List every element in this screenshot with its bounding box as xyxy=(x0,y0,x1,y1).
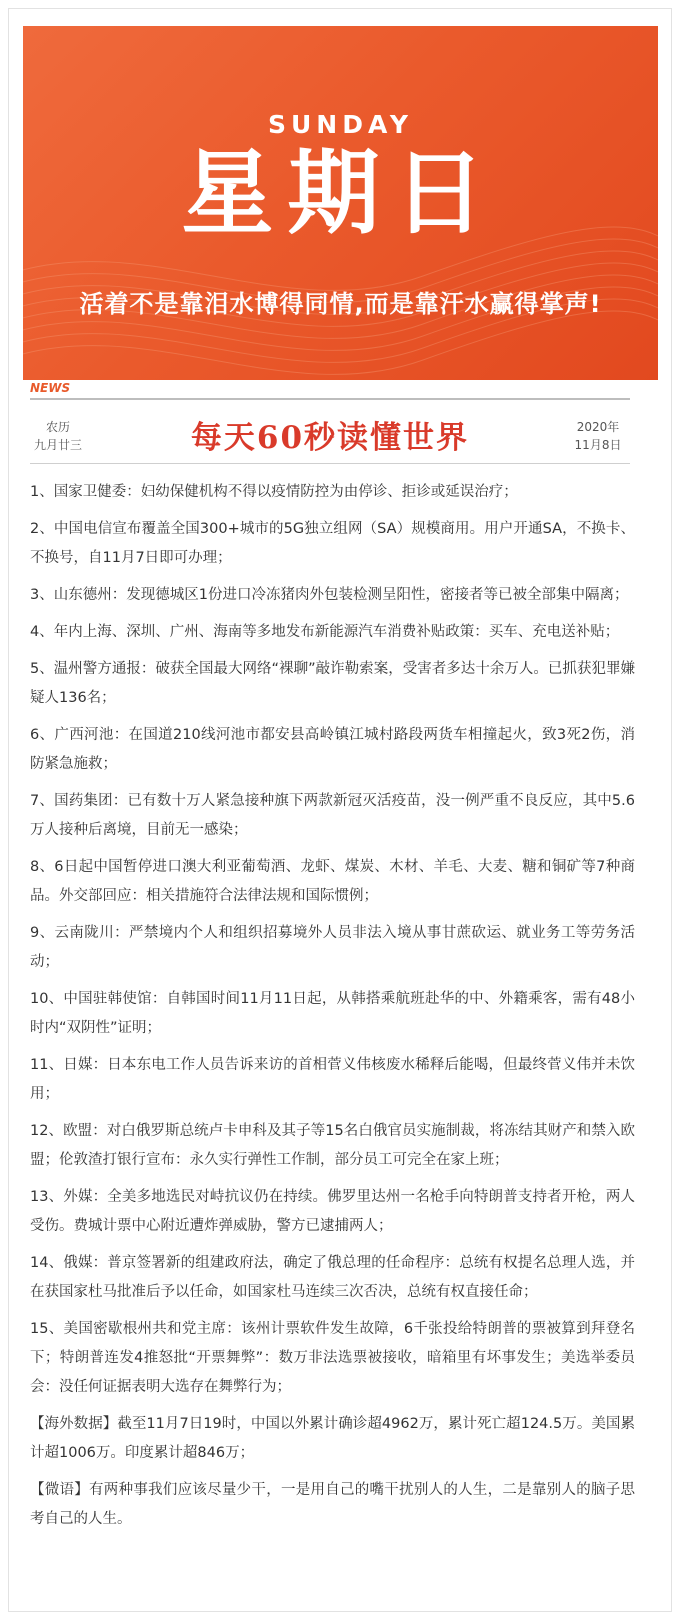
lunar-label: 农历 xyxy=(45,420,70,434)
news-item: 1、国家卫健委：妇幼保健机构不得以疫情防控为由停诊、拒诊或延误治疗； xyxy=(30,484,518,500)
news-item: 6、广西河池：在国道210线河池市都安县高岭镇江城村路段两货车相撞起火，致3死2伤，消防紧急施救； xyxy=(30,727,635,772)
news-item: 2、中国电信宣布覆盖全国300+城市的5G独立组网（SA）规模商用。用户开通SA，不换卡、不换号，自11月7日即可办理； xyxy=(30,521,635,566)
lunar-date-block xyxy=(28,418,88,454)
weekday-title: 星期日 xyxy=(181,139,500,247)
weekday-english: SUNDAY xyxy=(267,110,414,139)
divider-bottom xyxy=(30,463,630,464)
overseas-data-item: 【海外数据】截至11月7日19时，中国以外累计确诊超4962万，累计死亡超124.5万。美国累计超1006万。印度累计超846万； xyxy=(30,1416,635,1461)
news-item: 14、俄媒：普京签署新的组建政府法，确定了俄总理的任命程序：总统有权提名总理人选，并在获国家杜马批准后予以任命，如国家杜马连续三次否决，总统有权直接任命； xyxy=(30,1255,635,1300)
news-item: 15、美国密歇根州共和党主席：该州计票软件发生故障，6千张投给特朗普的票被算到拜登名下；特朗普连发4推怒批“开票舞弊”：数万非法选票被接收，暗箱里有坏事发生；美选举委员会：没任何证据表明大选存在舞弊行为； xyxy=(30,1321,635,1395)
date-block xyxy=(568,418,628,454)
news-item: 9、云南陇川：严禁境内个人和组织招募境外人员非法入境从事甘蔗砍运、就业务工等劳务活动； xyxy=(30,925,635,970)
news-item: 5、温州警方通报：破获全国最大网络“裸聊”敲诈勒索案，受害者多达十余万人。已抓获犯罪嫌疑人136名； xyxy=(30,661,635,706)
news-item: 12、欧盟：对白俄罗斯总统卢卡申科及其子等15名白俄官员实施制裁，将冻结其财产和禁入欧盟；伦敦渣打银行宣布：永久实行弹性工作制，部分员工可完全在家上班； xyxy=(30,1123,635,1168)
quote-item: 【微语】有两种事我们应该尽量少干，一是用自己的嘴干扰别人的人生，二是靠别人的脑子思考自己的人生。 xyxy=(30,1482,635,1527)
news-tag: NEWS xyxy=(30,381,71,395)
news-list xyxy=(30,478,635,1542)
date-month-day: 11月8日 xyxy=(574,438,622,452)
news-item: 3、山东德州：发现德城区1份进口冷冻猪肉外包装检测呈阳性，密接者等已被全部集中隔离； xyxy=(30,587,629,603)
news-item: 10、中国驻韩使馆：自韩国时间11月11日起，从韩搭乘航班赴华的中、外籍乘客，需有48小时内“双阴性”证明； xyxy=(30,991,635,1036)
header-banner xyxy=(23,26,658,380)
news-item: 13、外媒：全美多地选民对峙抗议仍在持续。佛罗里达州一名枪手向特朗普支持者开枪，两人受伤。费城计票中心附近遭炸弹威胁，警方已逮捕两人； xyxy=(30,1189,635,1234)
lunar-date: 九月廿三 xyxy=(33,438,82,452)
motto: 活着不是靠泪水博得同情,而是靠汗水赢得掌声! xyxy=(79,290,602,318)
divider-top xyxy=(30,398,630,400)
page-title: 每天60秒读懂世界 xyxy=(190,420,470,456)
date-year: 2020年 xyxy=(576,420,620,434)
news-item: 4、年内上海、深圳、广州、海南等多地发布新能源汽车消费补贴政策：买车、充电送补贴； xyxy=(30,624,620,640)
news-item: 7、国药集团：已有数十万人紧急接种旗下两款新冠灭活疫苗，没一例严重不良反应，其中5.6万人接种后离境，目前无一感染； xyxy=(30,793,635,838)
news-item: 8、6日起中国暂停进口澳大利亚葡萄酒、龙虾、煤炭、木材、羊毛、大麦、糖和铜矿等7种商品。外交部回应：相关措施符合法律法规和国际惯例； xyxy=(30,859,635,904)
news-item: 11、日媒：日本东电工作人员告诉来访的首相菅义伟核废水稀释后能喝，但最终菅义伟并未饮用； xyxy=(30,1057,635,1102)
